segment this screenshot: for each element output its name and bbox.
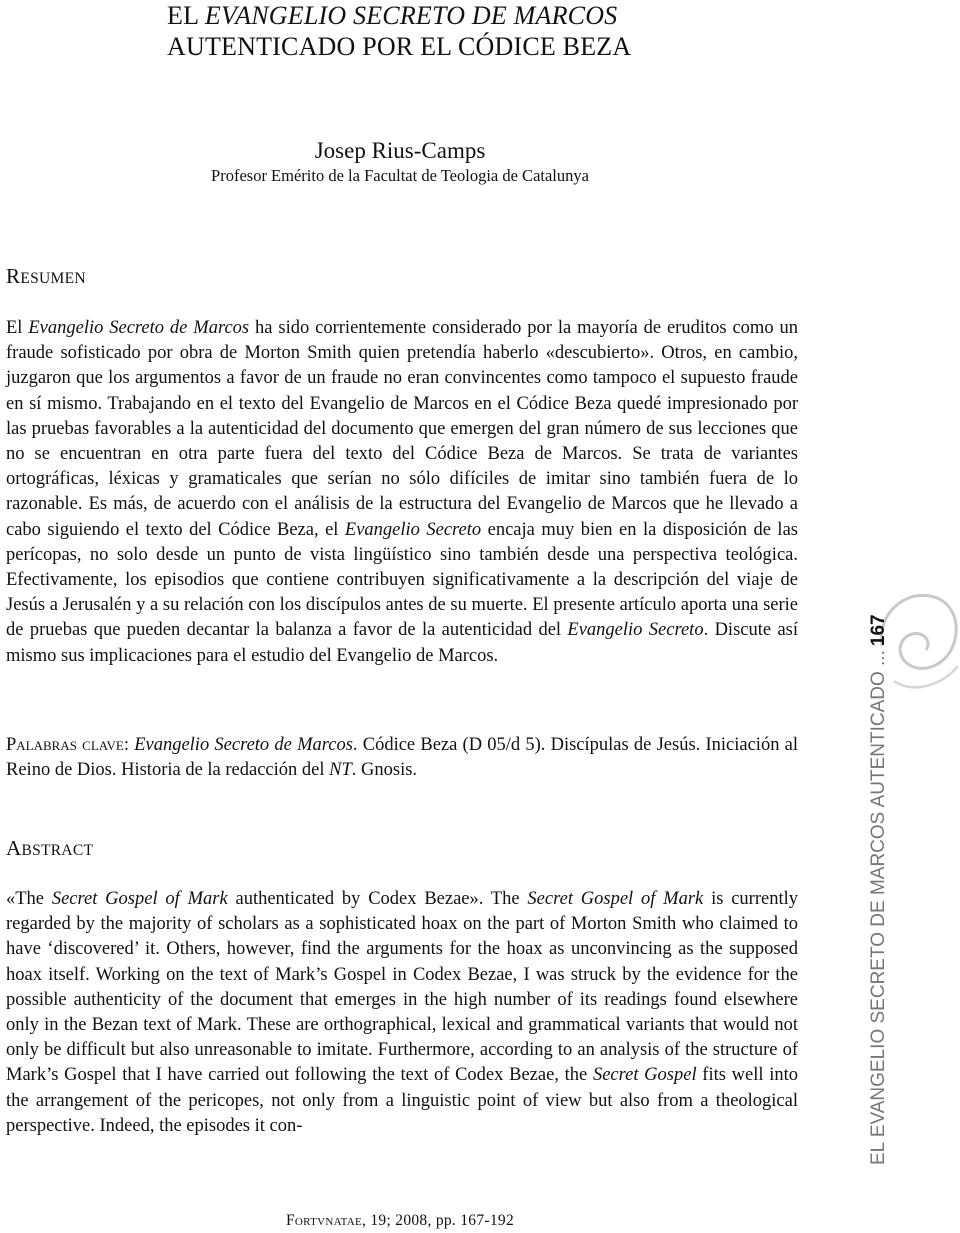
abstract-heading xyxy=(6,836,93,861)
text-run: ha sido corrientemente considerado por la mayoría de eruditos como un fraude sofisticado por obra de Morton Smith quien pretendía haberlo «descubierto». Otros, en cambio, juzgaron que los argumentos a favor de un fraude no eran convincentes como tampoco el supuesto fraude en sí mismo. Trabajando en el texto del Evangelio de Marcos en el Códice Beza quedé impresionado por las pruebas favorables a la autenticidad del documento que emergen del gran número de sus lecciones que no se encuentran en otra parte fuera del texto del Códice Beza de Marcos. Se trata de variantes ortográficas, léxicas y gramaticales que serían no sólo difíciles de imitar sino también fuera de lo razonable. Es más, de acuerdo con el análisis de la estructura del Evangelio de Marcos que he llevado a cabo siguiendo el texto del Códice Beza, el xyxy=(6,318,798,540)
keywords xyxy=(6,733,798,783)
italic-run: NT xyxy=(329,760,352,781)
keywords-label: Palabras clave xyxy=(6,735,124,755)
text-run: «The xyxy=(6,889,52,909)
title-line-2: AUTENTICADO POR EL CÓDICE BEZA xyxy=(167,32,632,61)
journal-name: Fortvnatae xyxy=(285,1212,363,1229)
italic-run: Evangelio Secreto xyxy=(567,620,704,641)
journal-citation: , 19; 2008, pp. 167-192 xyxy=(362,1212,515,1229)
running-head-text: EL EVANGELIO SECRETO DE MARCOS AUTENTICADO ... xyxy=(868,650,889,1165)
italic-run: Evangelio Secreto xyxy=(344,519,482,540)
italic-run: Secret Gospel of Mark xyxy=(527,889,704,909)
journal-footer xyxy=(0,1212,800,1230)
italic-run: Evangelio Secreto de Marcos xyxy=(134,735,353,755)
title-line-1 xyxy=(167,0,637,31)
heading-rest: ESUMEN xyxy=(20,270,86,287)
italic-run: Secret Gospel of Mark xyxy=(51,889,228,909)
page-number: 167 xyxy=(868,614,889,647)
heading-initial: A xyxy=(6,836,22,860)
text-run: El xyxy=(6,318,29,338)
italic-run: Evangelio Secreto de Marcos xyxy=(28,318,250,338)
text-run: is currently regarded by the majority of scholars as a sophisticated hoax on the part of Morton Smith who claimed to have ‘discovered’ it. Others, however, find the arguments for the hoax as unconvincing as the supposed hoax itself. Working on the text of Mark’s Gospel in Codex Bezae, I was struck by the evidence for the possible authenticity of the document that emerges in the high number of its readings found elsewhere only in the Bezan text of Mark. These are orthographical, lexical and grammatical variants that would not only be difficult but also unreasonable to imitate. Furthermore, according to an analysis of the structure of Mark’s Gospel that I have carried out following the text of Codex Bezae, the xyxy=(6,889,798,1086)
author-affiliation: Profesor Emérito de la Facultat de Teologia de Catalunya xyxy=(211,166,589,185)
running-head xyxy=(868,614,890,1165)
heading-initial: R xyxy=(6,264,21,288)
author-name: Josep Rius-Camps xyxy=(314,138,486,163)
author-block xyxy=(0,137,800,188)
text-run: . Discute así mismo sus implicaciones para el estudio del Evangelio de Marcos. xyxy=(6,620,798,666)
title-prefix: EL xyxy=(167,1,205,30)
text-run: . Gnosis. xyxy=(351,760,418,781)
abstract-body xyxy=(6,887,798,1139)
italic-run: Secret Gospel xyxy=(592,1065,697,1086)
resumen-heading xyxy=(6,264,86,289)
text-run: fits well into the arrangement of the pericopes, not only from a linguistic point of view but also from a theological perspective. Indeed, the episodes it con- xyxy=(6,1065,798,1136)
title-italic: EVANGELIO SECRETO DE MARCOS xyxy=(204,1,618,30)
text-run: authenticated by Codex Bezae». The xyxy=(227,889,528,909)
heading-rest: BSTRACT xyxy=(21,842,94,859)
text-run: encaja muy bien en la disposición de las perícopas, no solo desde un punto de vista lingüístico sino también desde una perspectiva teológica. Efectivamente, los episodios que contiene contribuyen significativamente a la descripción del viaje de Jesús a Jerusalén y a su relación con los discípulos antes de su muerte. El presente artículo aporta una serie de pruebas que pueden decantar la balanza a favor de la autenticidad del xyxy=(6,519,798,641)
text-run: : xyxy=(123,735,135,755)
article-title xyxy=(167,0,637,62)
text-run: . Códice Beza (D 05/d 5). Discípulas de Jesús. Iniciación al Reino de Dios. Historia de la redacción del xyxy=(6,735,798,781)
resumen-body xyxy=(6,316,798,669)
